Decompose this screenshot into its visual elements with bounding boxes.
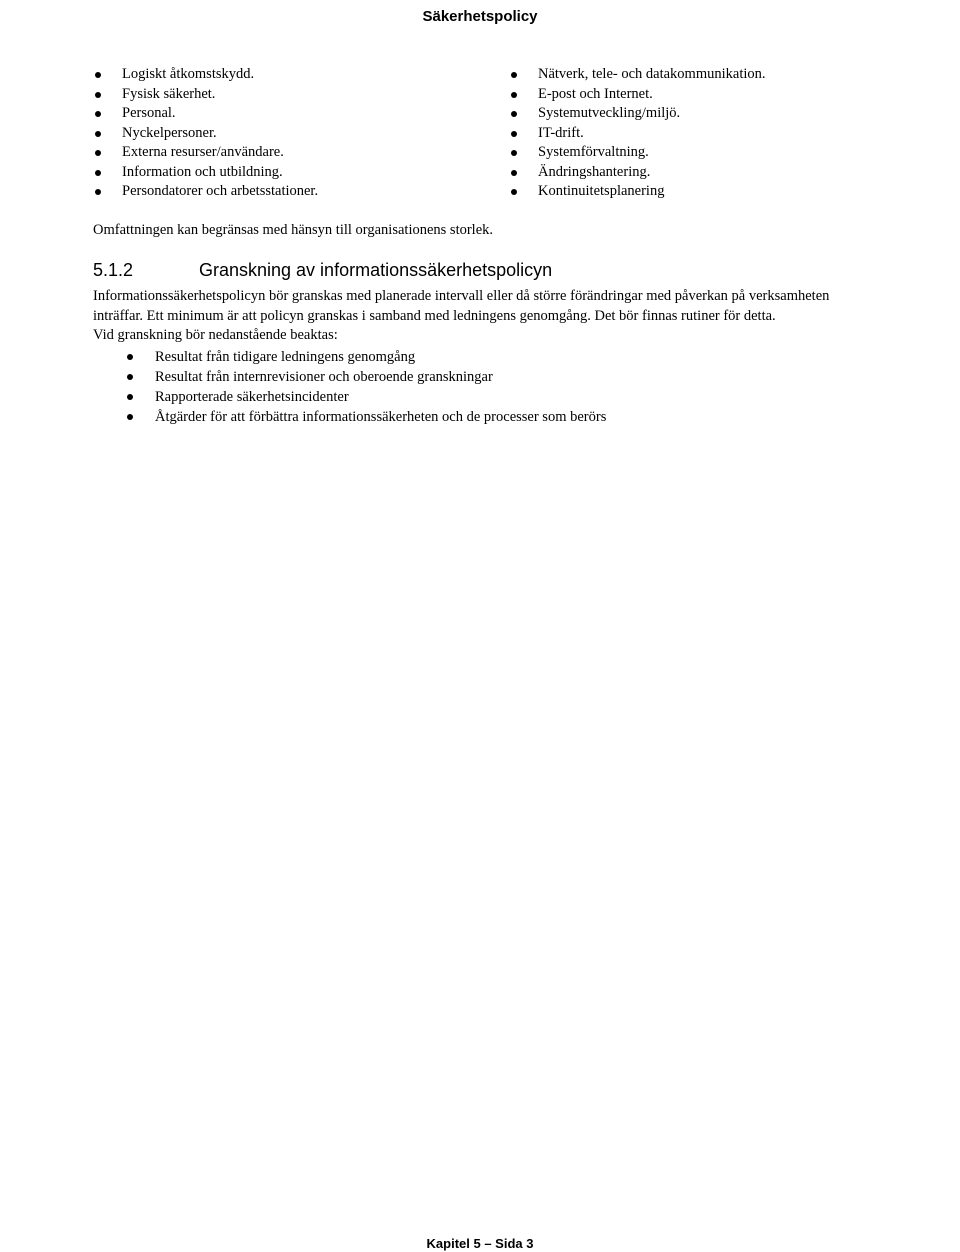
bullet-icon (511, 92, 517, 98)
list-item (509, 65, 766, 85)
list-item-text: Externa resurser/användare. (122, 144, 284, 160)
bullet-icon (127, 414, 133, 420)
bullet-icon (511, 150, 517, 156)
list-intro: Vid granskning bör nedanstående beaktas: (93, 327, 338, 343)
list-item (93, 104, 318, 124)
bullet-icon (511, 189, 517, 195)
bullet-icon (95, 131, 101, 137)
list-item (93, 163, 318, 183)
list-item (93, 387, 873, 407)
bullet-icon (127, 374, 133, 380)
list-item (509, 143, 766, 163)
list-item-text: E-post och Internet. (538, 85, 653, 102)
section-number: 5.1.2 (93, 260, 134, 280)
list-item-text: IT-drift. (538, 124, 584, 141)
bullet-icon (511, 131, 517, 137)
list-item (509, 124, 766, 144)
review-list (93, 347, 873, 427)
bullet-icon (95, 150, 101, 156)
section-paragraph: Informationssäkerhetspolicyn bör granskas med planerade intervall eller då större förändringar med påverkan på verksamheten inträffar. Ett minimum är att policyn granskas i samband med ledningens genomgång. Det bör finnas rutiner för detta. (93, 288, 830, 324)
scope-note: Omfattningen kan begränsas med hänsyn till organisationens storlek. (93, 222, 494, 238)
list-item (509, 182, 766, 202)
scope-list-right (509, 65, 766, 202)
list-item (93, 347, 873, 367)
list-item (93, 407, 873, 427)
bullet-icon (511, 72, 517, 78)
list-item-text: Logiskt åtkomstskydd. (122, 66, 255, 82)
section-title: Granskning av informationssäkerhetspolicyn (199, 260, 553, 280)
list-item-text: Nyckelpersoner. (122, 124, 217, 141)
bullet-icon (95, 72, 101, 78)
list-item-text: Resultat från tidigare ledningens genomgång (155, 348, 416, 365)
list-item-text: Åtgärder för att förbättra informationssäkerheten och de processer som berörs (155, 408, 607, 425)
list-item-text: Systemförvaltning. (538, 144, 649, 160)
list-item-text: Fysisk säkerhet. (122, 85, 216, 102)
list-item-text: Rapporterade säkerhetsincidenter (155, 388, 349, 405)
section-body (93, 287, 873, 427)
list-item (93, 65, 318, 85)
list-item-text: Personal. (122, 105, 176, 121)
list-item-text: Kontinuitetsplanering (538, 183, 665, 199)
list-item (93, 367, 873, 387)
section-heading (93, 259, 552, 281)
list-item-text: Nätverk, tele- och datakommunikation. (538, 66, 766, 82)
list-item (509, 163, 766, 183)
list-item-text: Systemutveckling/miljö. (538, 105, 681, 121)
bullet-icon (95, 170, 101, 176)
list-item (93, 124, 318, 144)
page-header: Säkerhetspolicy (422, 8, 538, 25)
list-item-text: Ändringshantering. (538, 163, 651, 180)
list-item (509, 104, 766, 124)
list-item-text: Resultat från internrevisioner och oberoende granskningar (155, 368, 493, 385)
list-item-text: Persondatorer och arbetsstationer. (122, 183, 319, 199)
bullet-icon (127, 394, 133, 400)
page-footer: Kapitel 5 – Sida 3 (426, 1236, 534, 1251)
list-item-text: Information och utbildning. (122, 163, 283, 180)
list-item (93, 85, 318, 105)
bullet-icon (511, 111, 517, 117)
bullet-icon (511, 170, 517, 176)
bullet-icon (95, 92, 101, 98)
bullet-icon (95, 111, 101, 117)
scope-list-left (93, 65, 318, 202)
bullet-icon (127, 354, 133, 360)
list-item (93, 182, 318, 202)
list-item (509, 85, 766, 105)
list-item (93, 143, 318, 163)
bullet-icon (95, 189, 101, 195)
